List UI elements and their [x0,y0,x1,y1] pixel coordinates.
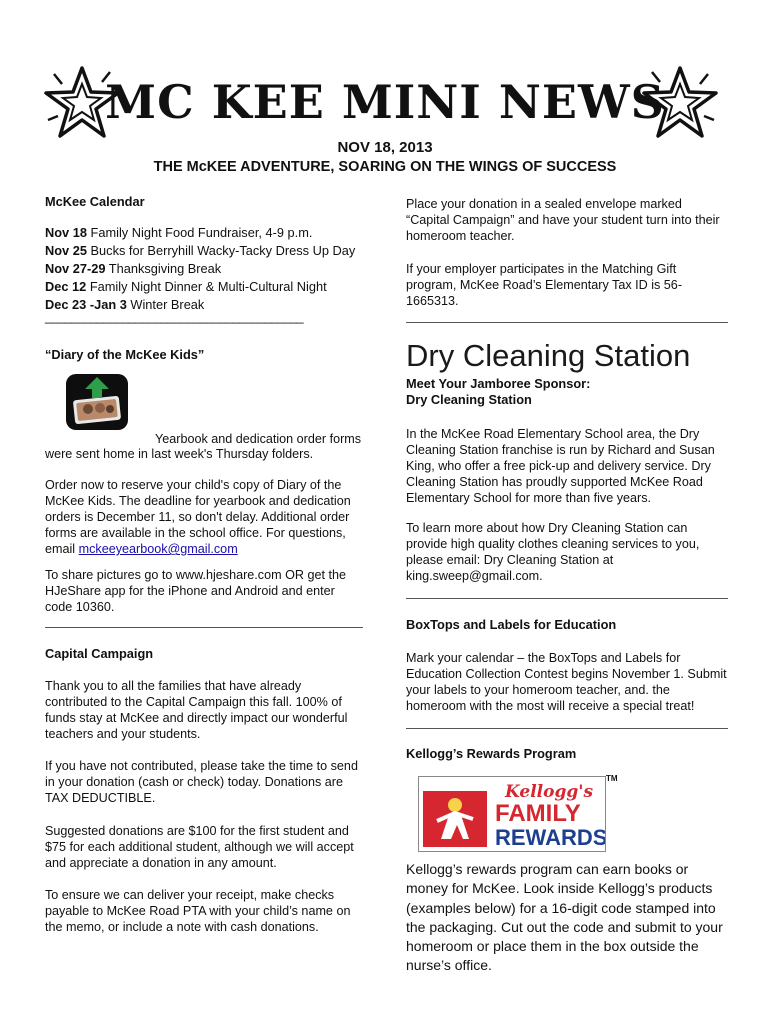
divider [406,322,728,323]
sponsor-name: Dry Cleaning Station [406,392,532,407]
kelloggs-heading: Kellogg’s Rewards Program [406,746,577,761]
diary-para-1b: were sent home in last week's Thursday folders. [45,447,314,461]
dry-cleaning-title: Dry Cleaning Station [406,338,691,373]
divider [406,728,728,729]
diary-heading: “Diary of the McKee Kids” [45,347,205,362]
calendar-list [45,224,375,314]
donation-instructions: Place your donation in a sealed envelope marked “Capital Campaign” and have your student turn into their homeroom teacher. [406,197,720,243]
calendar-event: Dec 23 -Jan 3 Winter Break [45,297,205,312]
masthead-title: MC KEE MINI NEWS [105,75,665,129]
calendar-event: Nov 27-29 Thanksgiving Break [45,261,222,276]
svg-text:REWARDS: REWARDS [495,825,605,850]
diary-para-1a: Yearbook and dedication order forms [155,432,362,446]
tagline: THE McKEE ADVENTURE, SOARING ON THE WINGS OF SUCCESS [153,159,617,175]
calendar-heading: McKee Calendar [45,194,145,209]
yearbook-email-link[interactable]: mckeeyearbook@gmail.com [78,542,238,556]
matching-gift-text: If your employer participates in the Matching Gift program, McKee Road’s Elementary Tax ID is 56-1665313. [406,262,683,308]
dry-cleaning-para-1: In the McKee Road Elementary School area, the Dry Cleaning Station franchise is run by Richard and Susan King, who offer a free pick-up and delivery service. Dry Cleaning Station has proudly supported McKee Road Elementary School for more than five years. [406,427,715,505]
boxtops-heading: BoxTops and Labels for Education [406,617,617,632]
calendar-event: Dec 12 Family Night Dinner & Multi-Cultural Night [45,279,327,294]
capital-para-2: If you have not contributed, please take the time to send in your donation (cash or check) today. Donations are TAX DEDUCTIBLE. [45,759,358,805]
dry-cleaning-para-2: To learn more about how Dry Cleaning Station can provide high quality clothes cleaning services to you, please email: Dry Cleaning Station at king.sweep@gmail.com. [406,521,700,583]
diary-para-2: Order now to reserve your child's copy of Diary of the McKee Kids. The deadline for yearbook and dedication orders is December 11, so don't delay. Additional order forms are available in the school office. For questions, email mckeeyearbook@gmail.com [45,478,351,556]
divider [406,598,728,599]
svg-text:Kellogg's: Kellogg's [505,782,594,802]
star-icon [640,62,720,142]
calendar-event: Nov 25 Bucks for Berryhill Wacky-Tacky Dress Up Day [45,243,356,258]
photo-share-icon [66,374,128,430]
calendar-underline: ________________________________________ [45,310,304,324]
issue-date: NOV 18, 2013 [337,139,433,156]
capital-para-1: Thank you to all the families that have already contributed to the Capital Campaign this fall. 100% of funds stay at McKee and directly impact our wonderful teachers and your students. [45,679,348,741]
calendar-event: Nov 18 Family Night Food Fundraiser, 4-9 p.m. [45,225,313,240]
kelloggs-family-rewards-logo [418,776,606,852]
diary-para-3: To share pictures go to www.hjeshare.com OR get the HJeShare app for the iPhone and Android and enter code 10360. [45,568,346,614]
capital-heading: Capital Campaign [45,646,154,661]
divider [45,627,363,628]
boxtops-para: Mark your calendar – the BoxTops and Labels for Education Collection Contest begins November 1. Submit your labels to your homeroom teacher, and. the homeroom with the most will receive a special treat! [406,651,727,713]
capital-para-3: Suggested donations are $100 for the first student and $75 for each additional student, although we will accept and appreciate a donation in any amount. [45,824,354,870]
kelloggs-para: Kellogg’s rewards program can earn books or money for McKee. Look inside Kellogg’s products (examples below) for a 16-digit code stamped into the packaging. Cut out the code and submit to your homeroom or place them in the box outside the nurse’s office. [406,861,723,974]
svg-text:FAMILY: FAMILY [495,800,581,827]
capital-para-4: To ensure we can deliver your receipt, make checks payable to McKee Road PTA with your child’s name on the memo, or include a note with cash donations. [45,888,351,934]
sponsor-subheading: Meet Your Jamboree Sponsor: [406,376,591,391]
trademark-label: TM [606,774,618,783]
